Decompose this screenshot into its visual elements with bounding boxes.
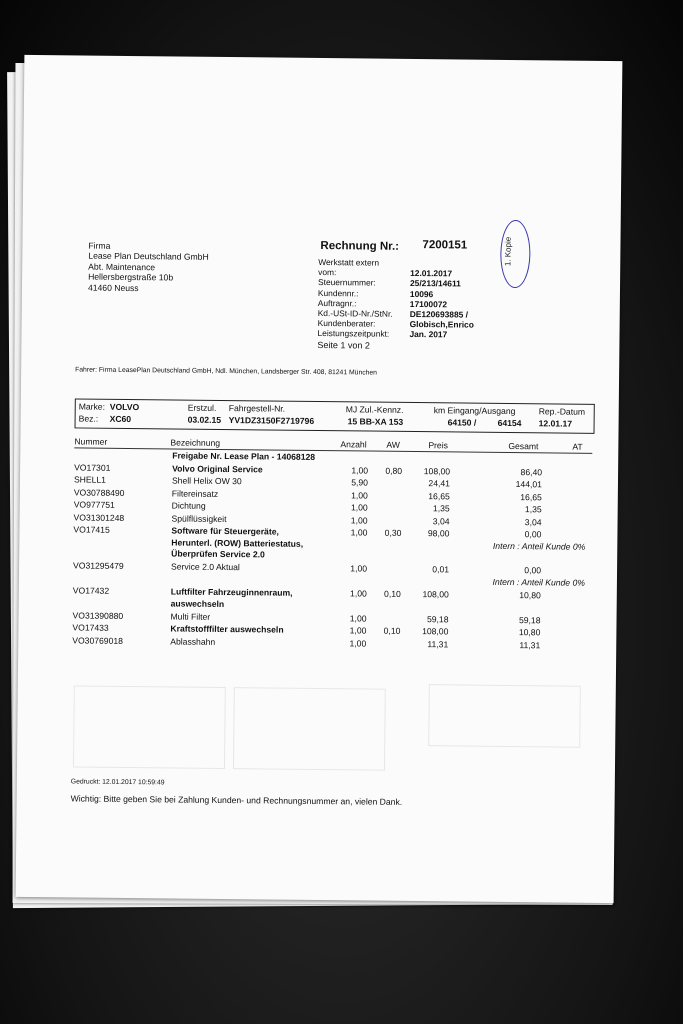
mj-label: MJ Zul.-Kennz. — [345, 404, 404, 415]
item-total: 1,35 — [524, 504, 542, 515]
item-price: 59,18 — [426, 613, 449, 625]
meta-value: Jan. 2017 — [409, 329, 448, 340]
fgst-value: YV1DZ3150F2719796 — [228, 415, 315, 426]
item-number: VO31295479 — [73, 560, 124, 572]
meta-value: 25/213/14611 — [410, 278, 461, 289]
col-aw: AW — [386, 439, 400, 450]
item-description: Filtereinsatz — [171, 488, 219, 499]
invoice-meta — [317, 257, 474, 351]
meta-value: Globisch,Enrico — [409, 319, 474, 330]
item-number: VO17433 — [72, 622, 109, 633]
marke-value: VOLVO — [109, 401, 140, 413]
rep-label: Rep.-Datum — [538, 406, 586, 417]
meta-value: 12.01.2017 — [410, 268, 453, 279]
invoice-number: 7200151 — [422, 239, 468, 252]
item-aw: 0,80 — [385, 465, 403, 476]
item-number: VO977751 — [73, 499, 115, 511]
erstzul-label: Erstzul. — [187, 402, 217, 413]
item-total: 3,04 — [524, 516, 542, 527]
kennz-value: 15 BB-XA 153 — [347, 416, 404, 427]
meta-key: Auftragnr.: — [317, 297, 357, 309]
meta-key: vom: — [318, 267, 337, 278]
item-number: VO31390880 — [72, 610, 124, 621]
item-quantity: 1,00 — [350, 502, 368, 513]
item-description: Dichtung — [171, 500, 206, 512]
item-quantity: 1,00 — [349, 625, 367, 636]
item-price: 108,00 — [422, 589, 449, 600]
item-aw: 0,10 — [383, 625, 401, 636]
item-total: 16,65 — [520, 491, 542, 503]
bez-label: Bez.: — [78, 413, 99, 424]
km-in-value: 64150 / — [447, 417, 477, 428]
item-quantity: 1,00 — [349, 637, 367, 649]
address-line: Hellersbergstraße 10b — [88, 271, 174, 283]
invoice-page — [16, 55, 623, 903]
bez-value: XC60 — [109, 413, 132, 425]
km-label: km Eingang/Ausgang — [433, 405, 516, 417]
page-indicator: Seite 1 von 2 — [317, 339, 371, 351]
item-price: 24,41 — [428, 478, 451, 489]
item-number: VO17301 — [74, 462, 111, 473]
item-price: 108,00 — [423, 466, 451, 477]
faded-summary-box — [70, 675, 584, 790]
invoice-label: Rechnung Nr.: — [320, 240, 400, 253]
item-description: Herunterl. (ROW) Batteriestatus, — [171, 537, 304, 549]
item-quantity: 1,00 — [350, 527, 368, 538]
meta-key: Kd.-USt-ID-Nr./StNr. — [317, 307, 393, 319]
meta-key: Kundenberater: — [317, 318, 376, 329]
meta-key: Steuernummer: — [318, 277, 376, 288]
item-number: VO17432 — [72, 585, 110, 596]
meta-key: Werkstatt extern — [318, 256, 380, 268]
item-description: Service 2.0 Aktual — [171, 561, 240, 573]
item-description: Ablasshahn — [170, 635, 216, 647]
item-price: 3,04 — [432, 515, 450, 526]
item-quantity: 1,00 — [350, 514, 368, 526]
meta-value: 17100072 — [409, 298, 448, 310]
item-price: 0,01 — [432, 564, 450, 575]
col-preis: Preis — [428, 440, 449, 451]
item-price: 108,00 — [422, 626, 449, 637]
item-description: Spülflüssigkeit — [171, 513, 227, 524]
driver-line: Fahrer: Firma LeasePlan Deutschland GmbH, Ndl. München, Landsberger Str. 408, 81241 München — [75, 366, 378, 377]
item-number: SHELL1 — [73, 474, 107, 486]
item-total: 59,18 — [518, 614, 541, 626]
printed-timestamp: Gedruckt: 12.01.2017 10:59:49 — [70, 778, 165, 787]
col-gesamt: Gesamt — [508, 440, 539, 452]
item-note: Intern : Anteil Kunde 0% — [492, 540, 586, 552]
item-quantity: 1,00 — [351, 465, 369, 476]
item-description: Shell Helix OW 30 — [171, 475, 242, 487]
col-at: AT — [572, 441, 583, 452]
rep-value: 12.01.17 — [538, 418, 573, 429]
item-total: 144,01 — [515, 479, 543, 490]
item-quantity: 1,00 — [350, 588, 367, 599]
item-total: 11,31 — [519, 639, 541, 650]
address-line: Abt. Maintenance — [88, 261, 156, 273]
col-nummer: Nummer — [74, 436, 108, 447]
item-description: Luftfilter Fahrzeuginnenraum, — [170, 586, 293, 598]
copy-stamp — [500, 220, 531, 288]
item-description: Überprüfen Service 2.0 — [171, 548, 265, 560]
item-aw: 0,30 — [384, 527, 402, 538]
item-number: VO30788490 — [73, 487, 125, 498]
item-total: 0,00 — [524, 565, 542, 576]
item-quantity: 1,00 — [351, 490, 368, 501]
item-number: VO17415 — [73, 524, 110, 535]
vehicle-box — [75, 398, 595, 433]
address-line: Firma — [88, 240, 111, 251]
col-anzahl: Anzahl — [340, 439, 367, 450]
item-total: 0,00 — [524, 529, 542, 540]
item-price: 98,00 — [427, 528, 450, 539]
recipient-address — [88, 241, 209, 294]
item-aw: 0,10 — [384, 588, 401, 599]
marke-label: Marke: — [78, 401, 106, 412]
section-title: Freigabe Nr. Lease Plan - 14068128 — [172, 450, 316, 462]
item-description: Software für Steuergeräte, — [171, 525, 279, 537]
col-bezeichnung: Bezeichnung — [170, 437, 221, 448]
item-quantity: 5,90 — [351, 477, 369, 488]
meta-value: DE120693885 / — [409, 308, 469, 320]
payment-note: Wichtig: Bitte geben Sie bei Zahlung Kunden- und Rechnungsnummer an, vielen Dank. — [70, 793, 403, 807]
item-note: Intern : Anteil Kunde 0% — [492, 576, 585, 588]
km-out-value: 64154 — [497, 417, 522, 429]
item-number: VO31301248 — [73, 512, 125, 523]
item-quantity: 1,00 — [350, 563, 368, 574]
item-price: 11,31 — [427, 638, 449, 649]
address-line: Lease Plan Deutschland GmbH — [88, 250, 209, 263]
fgst-label: Fahrgestell-Nr. — [228, 403, 286, 414]
item-total: 86,40 — [520, 467, 543, 478]
address-line: 41460 Neuss — [87, 282, 139, 293]
item-number: VO30769018 — [72, 634, 124, 646]
item-description: auswechseln — [170, 598, 225, 609]
erstzul-value: 03.02.15 — [187, 414, 222, 425]
item-description: Volvo Original Service — [172, 463, 263, 475]
item-quantity: 1,00 — [349, 613, 367, 624]
item-description: Kraftstofffilter auswechseln — [170, 623, 284, 635]
item-description: Multi Filter — [170, 611, 211, 622]
item-price: 1,35 — [432, 503, 450, 514]
item-price: 16,65 — [428, 490, 450, 502]
item-total: 10,80 — [518, 627, 541, 638]
copy-stamp-text: 1. Kopie — [503, 236, 513, 267]
meta-key: Leistungszeitpunkt: — [317, 328, 390, 340]
meta-value: 10096 — [409, 288, 434, 299]
meta-key: Kundennr.: — [317, 287, 359, 299]
item-total: 10,80 — [519, 590, 541, 601]
